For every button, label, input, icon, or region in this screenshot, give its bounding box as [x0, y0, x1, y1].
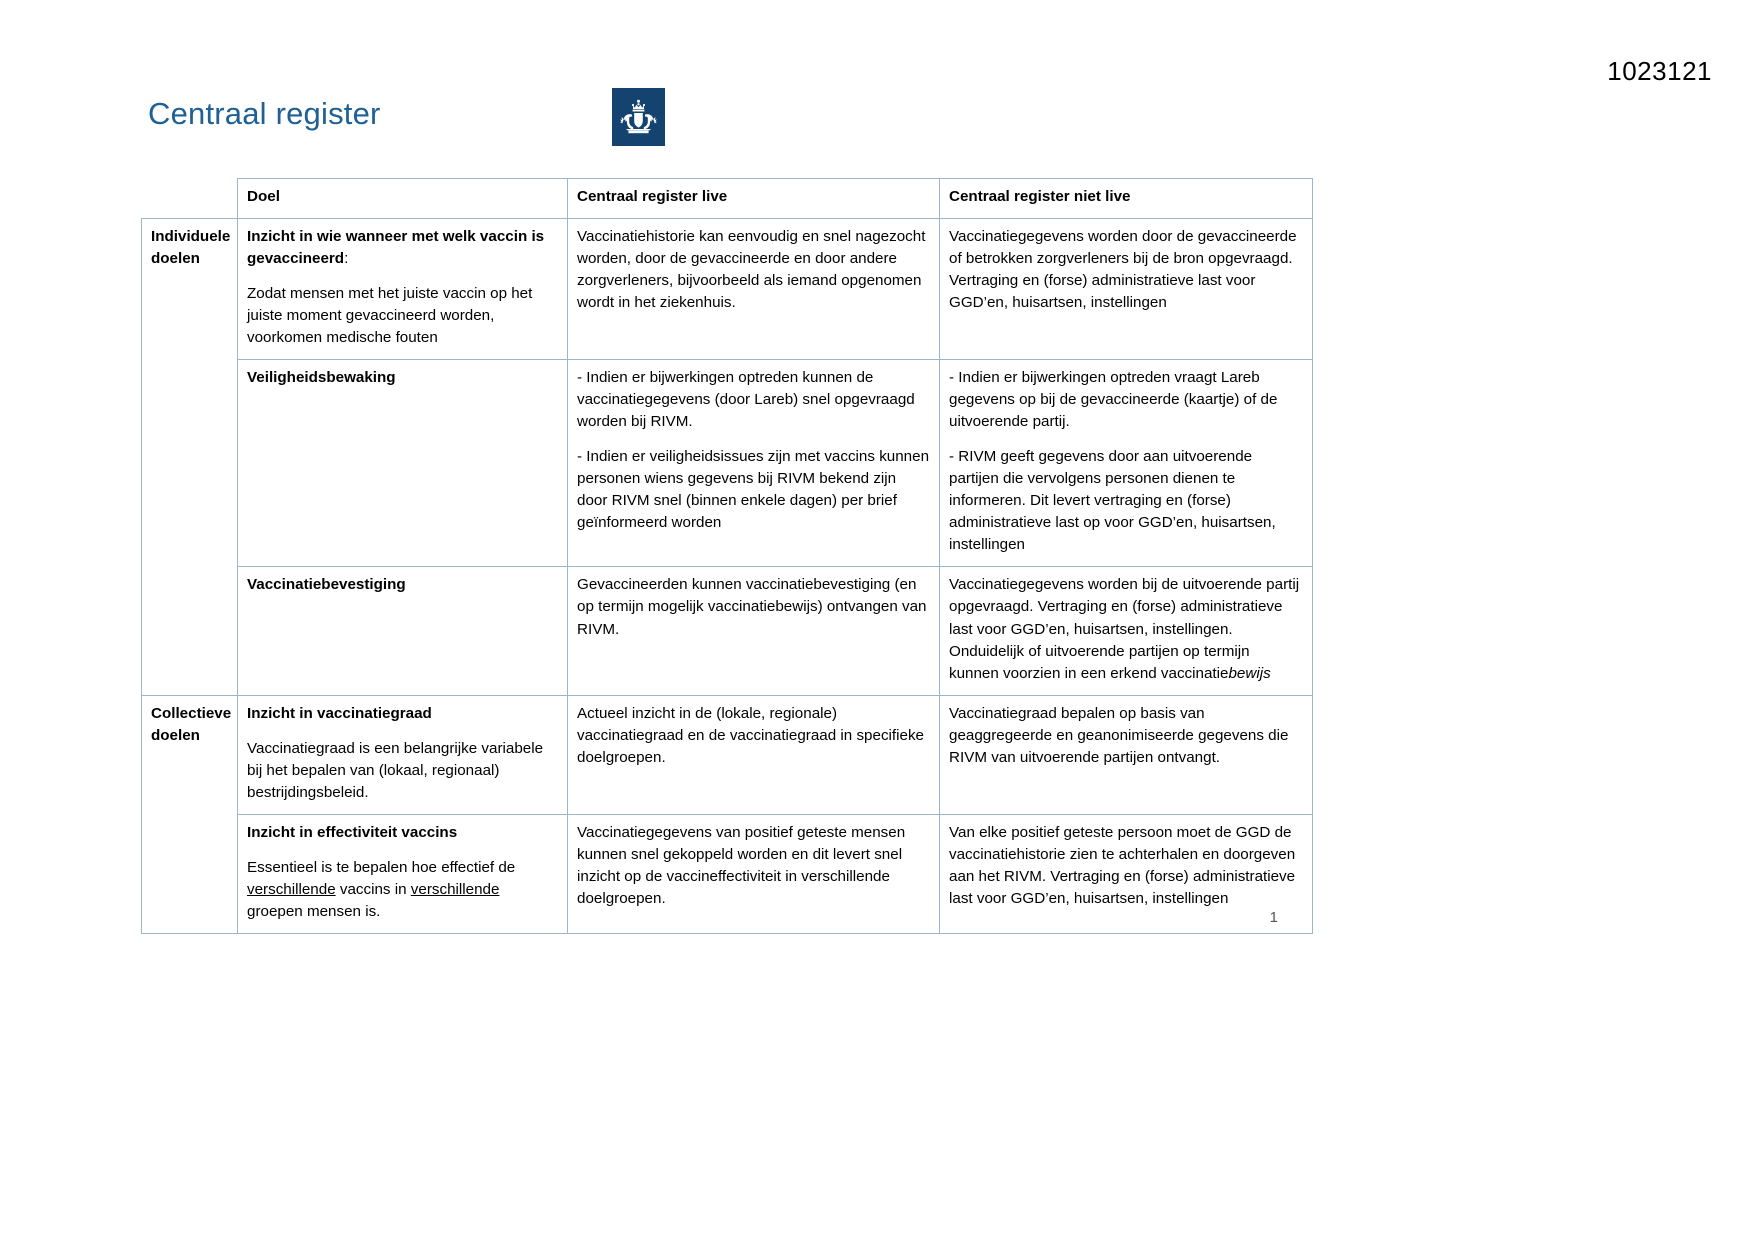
doel-title — [247, 574, 558, 596]
register-live-paragraph: Actueel inzicht in de (lokale, regionale) vaccinatiegraad en de vaccinatiegraad in specifieke doelgroepen. — [577, 704, 924, 766]
table-row — [142, 567, 1313, 695]
doel-body-underline1: verschillende — [247, 880, 336, 898]
register-live-paragraph: Vaccinatiehistorie kan eenvoudig en snel nagezocht worden, door de gevaccineerde en door andere zorgverleners, bijvoorbeeld als iemand opgenomen wordt in het ziekenhuis. — [577, 228, 926, 312]
register-niet-live-cell — [940, 695, 1313, 814]
table-row — [142, 360, 1313, 567]
doel-title-text: Inzicht in effectiviteit vaccins — [247, 823, 458, 841]
register-niet-live-cell — [940, 219, 1313, 360]
doel-title — [247, 226, 558, 270]
goals-comparison-table — [141, 178, 1312, 934]
register-live-cell — [568, 360, 940, 567]
category-cell-collectieve-doelen — [142, 695, 238, 933]
doel-body-underline2: verschillende — [410, 880, 500, 898]
doel-cell — [238, 695, 568, 814]
doel-title-suffix: : — [344, 250, 349, 268]
register-live-cell — [568, 567, 940, 695]
doel-title-text: Veiligheidsbewaking — [247, 369, 396, 387]
doel-title-text: Vaccinatiebevestiging — [247, 576, 406, 594]
table-row — [142, 219, 1313, 360]
register-niet-live-paragraph — [949, 574, 1303, 684]
doel-cell — [238, 360, 568, 567]
header-cell-category — [142, 179, 238, 219]
doel-title — [247, 822, 558, 844]
register-niet-live-paragraph: - RIVM geeft gegevens door aan uitvoerende partijen die vervolgens personen dienen te informeren. Dit levert vertraging en (forse) administratieve last op voor GGD’en, huisartsen, instellingen — [949, 448, 1276, 554]
table-row — [142, 695, 1313, 814]
doel-body-part1: Essentieel is te bepalen hoe effectief de — [247, 858, 516, 876]
register-niet-live-cell — [940, 814, 1313, 933]
doel-cell — [238, 219, 568, 360]
register-niet-live-paragraph: - Indien er bijwerkingen optreden vraagt Lareb gegevens op bij de gevaccineerde (kaartje) of de uitvoerende partij. — [949, 369, 1278, 431]
page-title: Centraal register — [148, 96, 381, 131]
header-cell-doel: Doel — [238, 179, 568, 219]
register-live-cell — [568, 814, 940, 933]
category-label-line1: Collectieve — [151, 704, 232, 722]
doel-title — [247, 703, 558, 725]
doel-cell — [238, 814, 568, 933]
doel-body-part3: groepen mensen is. — [247, 902, 381, 920]
doel-body: Vaccinatiegraad is een belangrijke variabele bij het bepalen van (lokaal, regionaal) bestrijdingsbeleid. — [247, 739, 544, 801]
document-header — [148, 88, 1606, 158]
doel-title — [247, 367, 558, 389]
register-live-cell — [568, 219, 940, 360]
register-live-cell — [568, 695, 940, 814]
category-label-line2: doelen — [151, 250, 200, 268]
register-live-paragraph: - Indien er veiligheidsissues zijn met vaccins kunnen personen wiens gegevens bij RIVM bekend zijn door RIVM snel (binnen enkele dagen) per brief geïnformeerd worden — [577, 448, 930, 532]
register-niet-live-paragraph: Van elke positief geteste persoon moet de GGD de vaccinatiehistorie zien te achterhalen en doorgeven aan het RIVM. Vertraging en (forse) administratieve last voor GGD’en, huisartsen, instellingen — [949, 823, 1296, 907]
register-live-paragraph: Vaccinatiegegevens van positief geteste mensen kunnen snel gekoppeld worden en dit levert snel inzicht op de vaccineffectiviteit in verschillende doelgroepen. — [577, 823, 906, 907]
header-cell-register-niet-live: Centraal register niet live — [940, 179, 1313, 219]
header-cell-register-live: Centraal register live — [568, 179, 940, 219]
category-cell-individuele-doelen — [142, 219, 238, 696]
table-row — [142, 814, 1313, 933]
register-niet-live-paragraph: Vaccinatiegraad bepalen op basis van geaggregeerde en geanonimiseerde gegevens die RIVM van uitvoerende partijen ontvangt. — [949, 704, 1289, 766]
register-live-paragraph: Gevaccineerden kunnen vaccinatiebevestiging (en op termijn mogelijk vaccinatiebewijs) ontvangen van RIVM. — [577, 576, 927, 638]
doel-title-text: Inzicht in vaccinatiegraad — [247, 704, 432, 722]
page-number: 1 — [1269, 909, 1278, 927]
doel-title-text: Inzicht in wie wanneer met welk vaccin is gevaccineerd — [247, 228, 545, 268]
table — [141, 178, 1313, 934]
doel-body-part2: vaccins in — [335, 880, 411, 898]
category-label-line1: Individuele — [151, 228, 231, 246]
niet-live-text: Vaccinatiegegevens worden bij de uitvoerende partij opgevraagd. Vertraging en (forse) administratieve last voor GGD’en, huisartsen, instellingen. Onduidelijk of uitvoerende partijen op termijn kunnen voorzien in een erkend vaccinatie — [949, 576, 1300, 682]
doel-body: Zodat mensen met het juiste vaccin op het juiste moment gevaccineerd worden, voorkomen medische fouten — [247, 285, 533, 347]
category-label-line2: doelen — [151, 726, 200, 744]
table-header-row — [142, 179, 1313, 219]
register-live-paragraph: - Indien er bijwerkingen optreden kunnen de vaccinatiegegevens (door Lareb) snel opgevraagd worden bij RIVM. — [577, 369, 915, 431]
register-niet-live-cell — [940, 567, 1313, 695]
register-niet-live-paragraph: Vaccinatiegegevens worden door de gevaccineerde of betrokken zorgverleners bij de bron opgevraagd. Vertraging en (forse) administratieve last voor GGD’en, huisartsen, instellingen — [949, 228, 1297, 312]
doel-cell — [238, 567, 568, 695]
doel-body — [247, 857, 558, 923]
register-niet-live-cell — [940, 360, 1313, 567]
rijksoverheid-logo — [612, 88, 665, 146]
document-number: 1023121 — [1607, 56, 1712, 86]
niet-live-emphasis: bewijs — [1228, 664, 1271, 682]
